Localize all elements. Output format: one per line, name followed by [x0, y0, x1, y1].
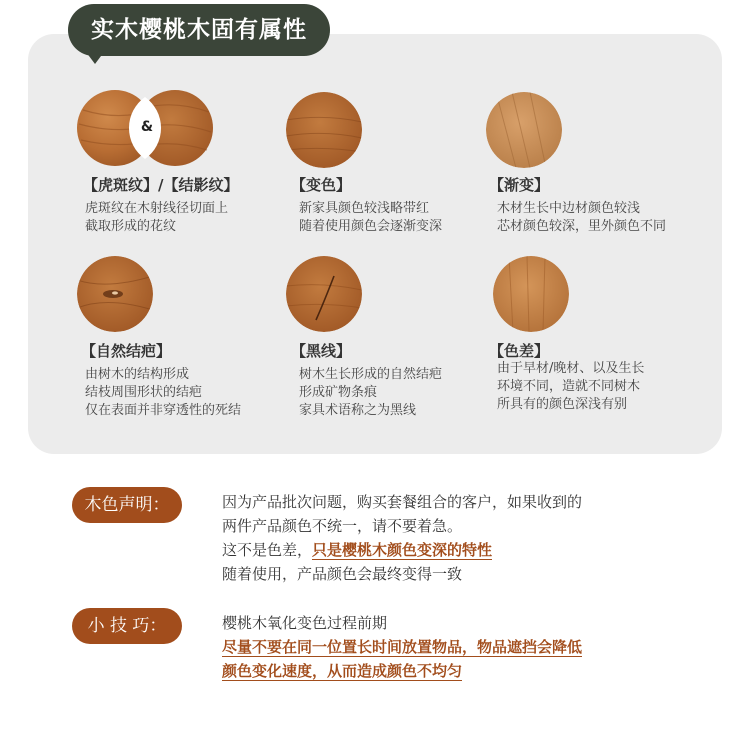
- tips-highlight-text: 颜色变化速度，从而造成颜色不均匀: [222, 662, 463, 680]
- tips-line: 樱桃木氧化变色过程前期: [222, 614, 388, 632]
- title-pointer: [86, 52, 104, 64]
- ampersand-label: &: [140, 119, 154, 135]
- property-name: 【自然结疤】: [81, 342, 172, 360]
- property-name: 【色差】: [489, 342, 550, 360]
- property-desc-line: 家具术语称之为黑线: [299, 403, 417, 418]
- property-desc-line: 截取形成的花纹: [85, 219, 177, 234]
- property-desc-line: 所具有的颜色深浅有别: [497, 397, 628, 412]
- statement-line: [222, 538, 492, 562]
- property-name: 【渐变】: [489, 176, 550, 194]
- property-name: 【黑线】: [291, 342, 352, 360]
- tips-label: 小 技 巧：: [72, 608, 182, 644]
- property-desc-line: 形成矿物条痕: [299, 385, 378, 400]
- property-desc-line: 由于早材/晚材、以及生长: [497, 361, 645, 376]
- gradient-swatch: [486, 92, 562, 168]
- property-name: 【变色】: [291, 176, 352, 194]
- property-name: 【虎斑纹】/【结影纹】: [83, 176, 239, 194]
- property-desc-line: 树木生长形成的自然结疤: [299, 367, 443, 382]
- property-desc-line: 新家具颜色较浅略带红: [299, 201, 430, 216]
- color-difference-swatch: [493, 256, 569, 332]
- property-desc-line: 环境不同，造就不同树木: [497, 379, 641, 394]
- statement-highlight-text: 只是樱桃木颜色变深的特性: [312, 541, 493, 559]
- color-change-swatch: [286, 92, 362, 168]
- statement-line: 两件产品颜色不统一，请不要着急。: [222, 517, 463, 535]
- property-desc-line: 仅在表面并非穿透性的死结: [85, 403, 242, 418]
- property-desc-line: 木材生长中边材颜色较浅: [497, 201, 641, 216]
- tips-line: [222, 635, 582, 659]
- property-desc-line: 虎斑纹在木射线径切面上: [85, 201, 229, 216]
- property-desc-line: 芯材颜色较深，里外颜色不同: [497, 219, 667, 234]
- natural-knot-swatch: [77, 256, 153, 332]
- black-line-swatch: [286, 256, 362, 332]
- statement-line: 随着使用，产品颜色会最终变得一致: [222, 565, 463, 583]
- section-title: 实木樱桃木固有属性: [68, 4, 330, 56]
- property-desc-line: 结枝周围形状的结疤: [85, 385, 203, 400]
- statement-plain-text: 这不是色差，: [222, 541, 313, 559]
- tips-highlight-text: 尽量不要在同一位置长时间放置物品，物品遮挡会降低: [222, 638, 583, 656]
- property-desc-line: 随着使用颜色会逐渐变深: [299, 219, 443, 234]
- statement-line: 因为产品批次问题，购买套餐组合的客户，如果收到的: [222, 493, 583, 511]
- tips-line: [222, 659, 462, 683]
- statement-label: 木色声明：: [72, 487, 182, 523]
- property-desc-line: 由树木的结构形成: [85, 367, 190, 382]
